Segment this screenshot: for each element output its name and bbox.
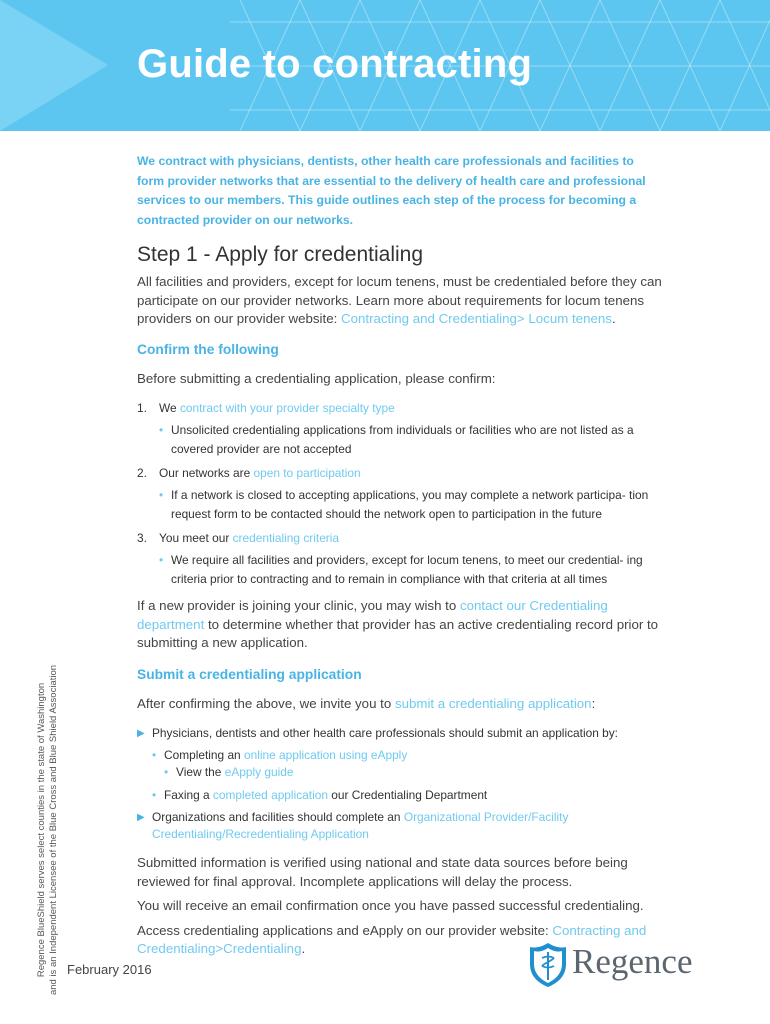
confirm-item-bullet: • Unsolicited credentialing applications from individuals or facilities who are not listed as a covered provider are not accepted (159, 421, 667, 459)
access-end: . (301, 941, 306, 956)
header-banner (0, 0, 770, 131)
organizational-application-link[interactable]: Organizational Provider/Facility Credentialing/Recredentialing Application (152, 810, 569, 841)
physicians-item (137, 725, 667, 805)
regence-logo (528, 942, 708, 988)
triangle-right-icon: ▶ (137, 728, 145, 739)
physicians-bullets (152, 746, 667, 805)
credentialing-criteria-link[interactable]: credentialing criteria (232, 531, 340, 545)
submit-application-link[interactable]: submit a credentialing application (394, 695, 592, 711)
step1-heading: Step 1 - Apply for credentialing (137, 243, 424, 266)
open-participation-link[interactable]: open to participation (253, 466, 361, 480)
page-title: Guide to contracting (137, 42, 533, 86)
step1-end: . (611, 311, 616, 326)
submit-intro-end: : (591, 695, 596, 711)
side-disclaimer (36, 660, 60, 1000)
completing-item (152, 746, 667, 782)
intro-text: We contract with physicians, dentists, other health care professionals and facilities to form provider networks that are essential to the delivery of health care and professional services to our members. This guide outlines each step of the process for becoming a contracted provider on our networks. (137, 154, 646, 227)
completed-application-link[interactable]: completed application (212, 788, 328, 802)
confirm-item-bullet: • If a network is closed to accepting applications, you may complete a network participa- tion request form to be contacted should the network open to participation in the future (159, 486, 667, 524)
confirm-item-2-bullets (159, 486, 667, 524)
confirm-item-1-bullets (159, 421, 667, 459)
verification-text: Submitted information is verified using national and state data sources before being reviewed for final approval. Incomplete applications will delay the process. (137, 855, 628, 889)
confirm-item-number: 1. (137, 401, 147, 415)
confirm-item-bullet: • We require all facilities and providers, except for locum tenens, to meet our credential- ing criteria prior to contracting and to remain in compliance with that criteria at all times (159, 551, 667, 589)
view-guide-item (164, 763, 667, 782)
view-text: View the (176, 765, 225, 779)
email-confirmation-text: You will receive an email confirmation once you have passed successful credentialing. (137, 898, 644, 913)
submit-intro (137, 695, 667, 714)
submit-heading: Submit a credentialing application (137, 666, 362, 682)
step1-text: All facilities and providers, except for locum tenens, must be credentialed before they can participate on our provider networks. Learn more about requirements for locum tenens providers on our provider website: (137, 274, 662, 326)
locum-tenens-link[interactable]: Contracting and Credentialing> Locum tenens (341, 311, 612, 326)
confirm-heading: Confirm the following (137, 341, 279, 357)
specialty-type-link[interactable]: contract with your provider specialty type (179, 401, 395, 415)
credentialing-page-link[interactable]: Contracting and Credentialing>Credentialing (137, 922, 647, 956)
organizations-text: Organizations and facilities should complete an (152, 810, 404, 824)
eapply-online-link[interactable]: online application using eApply (243, 748, 408, 762)
confirm-item-3 (137, 530, 667, 589)
physicians-text: Physicians, dentists and other health care professionals should submit an application by: (152, 726, 618, 740)
organizations-item (137, 809, 667, 843)
faxing-end: our Credentialing Department (327, 788, 488, 802)
contact-credentialing-link[interactable]: contact our Credentialing department (137, 598, 608, 632)
submit-intro-text: After confirming the above, we invite you to (137, 695, 395, 711)
confirm-item-text: Our networks are (159, 466, 254, 480)
completing-sub-bullets (164, 763, 667, 782)
faxing-text: Faxing a (164, 788, 213, 802)
confirm-item-3-bullets (159, 551, 667, 589)
confirm-item-2 (137, 465, 667, 524)
confirm-item-1 (137, 400, 667, 459)
access-text: Access credentialing applications and eApply on our provider website: (137, 922, 553, 938)
confirm-list (137, 400, 667, 589)
confirm-item-number: 2. (137, 466, 147, 480)
footer-date: February 2016 (67, 962, 152, 977)
step1-paragraph (137, 273, 667, 329)
new-provider-note (137, 597, 667, 653)
note-end: to determine whether that provider has an active credentialing record prior to submitting a new application. (137, 616, 659, 650)
side-disclaimer-line1: Regence BlueShield serves select counties in the state of Washington (36, 682, 47, 978)
completing-text: Completing an (164, 748, 244, 762)
confirm-item-text: You meet our (159, 531, 233, 545)
logo-wordmark: Regence (572, 942, 693, 981)
faxing-item (152, 786, 667, 805)
confirm-intro: Before submitting a credentialing application, please confirm: (137, 370, 496, 386)
confirm-item-text: We (159, 401, 180, 415)
eapply-guide-link[interactable]: eApply guide (224, 765, 294, 779)
side-disclaimer-line2: and is an Independent Licensee of the Blue Cross and Blue Shield Association (48, 664, 59, 996)
submit-list (137, 725, 667, 843)
shield-caduceus-icon (528, 942, 568, 988)
main-content (137, 240, 667, 959)
note-text: If a new provider is joining your clinic, you may wish to (137, 598, 460, 613)
confirm-item-number: 3. (137, 531, 147, 545)
triangle-right-icon: ▶ (137, 812, 145, 823)
